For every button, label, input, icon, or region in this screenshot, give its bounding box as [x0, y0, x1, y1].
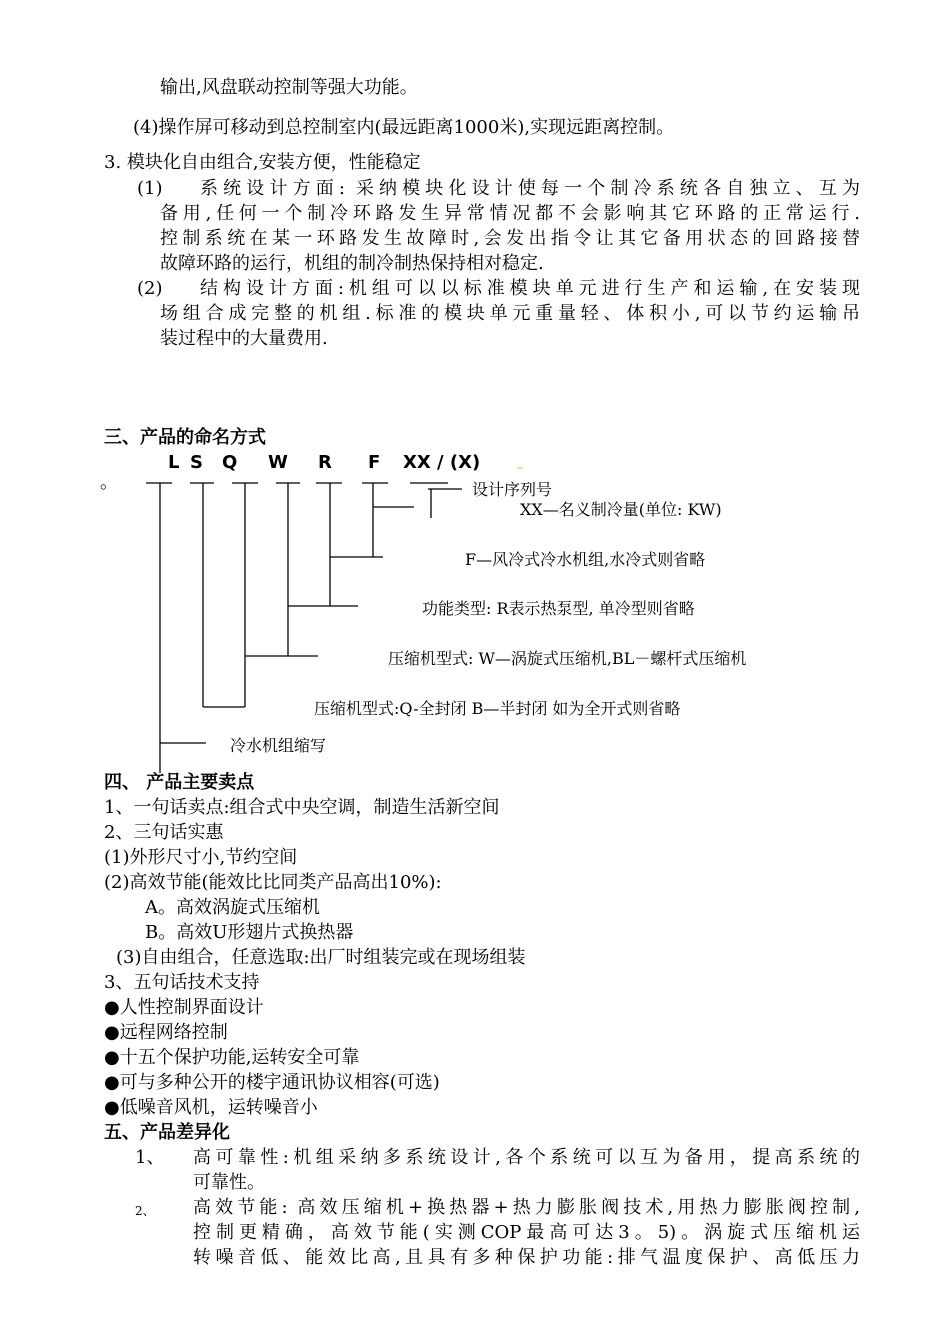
bullet-item: ●人性控制界面设计	[104, 997, 264, 1018]
code-letter: F	[368, 452, 381, 473]
paragraph-line: 2、三句话实惠	[104, 822, 224, 843]
paragraph-line: (4)操作屏可移动到总控制室内(最远距离1000米),实现远距离控制。	[133, 117, 675, 138]
naming-label-air: F—风冷式冷水机组,水冷式则省略	[465, 550, 706, 569]
section-heading: 四、 产品主要卖点	[104, 772, 255, 793]
code-letter: XX / (X)	[403, 452, 481, 473]
naming-label-serial: 设计序列号	[472, 480, 553, 499]
paragraph-line: 3、五句话技术支持	[104, 972, 260, 993]
item-number: (1)	[137, 178, 163, 199]
code-letter: R	[318, 452, 332, 473]
paragraph-line: B。高效U形翅片式换热器	[145, 922, 354, 943]
paragraph-line: (2)高效节能(能效比比同类产品高出10%):	[104, 872, 442, 893]
paragraph-line: 可靠性。	[193, 1172, 265, 1193]
paragraph-line: 1、一句话卖点:组合式中央空调，制造生活新空间	[104, 797, 500, 818]
bullet-item: ●十五个保护功能,运转安全可靠	[104, 1047, 360, 1068]
naming-label-function: 功能类型: R表示热泵型, 单冷型则省略	[422, 599, 695, 618]
paragraph-line: (3)自由组合，任意选取:出厂时组装完或在现场组装	[116, 947, 526, 968]
item-number: 2、	[135, 1204, 155, 1218]
bullet-item: ●远程网络控制	[104, 1022, 228, 1043]
bullet-item: ●低噪音风机，运转噪音小	[104, 1097, 318, 1118]
paragraph-line: 装过程中的大量费用.	[160, 328, 328, 349]
naming-label-capacity: XX—名义制冷量(单位: KW)	[520, 500, 722, 519]
code-letter: S	[190, 452, 203, 473]
item-number: (2)	[137, 278, 163, 299]
paragraph-line: 结构设计方面:机组可以以标准模块单元进行生产和运输,在安装现	[200, 278, 860, 299]
naming-label-compressor-seal: 压缩机型式:Q-全封闭 B—半封闭 如为全开式则省略	[314, 699, 681, 718]
bullet-item: ●可与多种公开的楼宇通讯协议相容(可选)	[104, 1072, 440, 1093]
bullet-mark: 。	[100, 472, 118, 493]
code-letter: L	[168, 452, 180, 473]
naming-label-chiller: 冷水机组缩写	[230, 736, 327, 755]
paragraph-line: 高可靠性:机组采纳多系统设计,各个系统可以互为备用，提高系统的	[193, 1147, 860, 1168]
paragraph-line: (1)外形尺寸小,节约空间	[104, 847, 298, 868]
code-letter: Q	[222, 452, 238, 473]
paragraph-line: 场组合成完整的机组.标准的模块单元重量轻、体积小,可以节约运输吊	[160, 303, 860, 324]
paragraph-line: 输出,风盘联动控制等强大功能。	[160, 77, 418, 98]
paragraph-line: 控制更精确，高效节能(实测COP最高可达3。5)。涡旋式压缩机运	[193, 1222, 860, 1243]
section-heading: 三、产品的命名方式	[104, 427, 266, 448]
paragraph-line: 转噪音低、能效比高,且具有多种保护功能:排气温度保护、高低压力	[193, 1247, 860, 1268]
code-letter: W	[268, 452, 288, 473]
paragraph-line: 高效节能: 高效压缩机+换热器+热力膨胀阀技术,用热力膨胀阀控制,	[193, 1197, 860, 1218]
item-number: 1、	[135, 1147, 165, 1168]
paragraph-line: 控制系统在某一环路发生故障时,会发出指令让其它备用状态的回路接替	[160, 228, 860, 249]
section-heading: 五、产品差异化	[104, 1122, 230, 1143]
paragraph-line: 备用,任何一个制冷环路发生异常情况都不会影响其它环路的正常运行.	[160, 203, 860, 224]
paragraph-line: 系统设计方面: 采纳模块化设计使每一个制冷系统各自独立、互为	[200, 178, 860, 199]
paragraph-line: 故障环路的运行，机组的制冷制热保持相对稳定.	[160, 253, 544, 274]
section-heading: 3. 模块化自由组合,安装方便，性能稳定	[104, 152, 421, 173]
paragraph-line: A。高效涡旋式压缩机	[145, 897, 320, 918]
naming-label-compressor: 压缩机型式: W—涡旋式压缩机,BL－螺杆式压缩机	[388, 649, 747, 668]
